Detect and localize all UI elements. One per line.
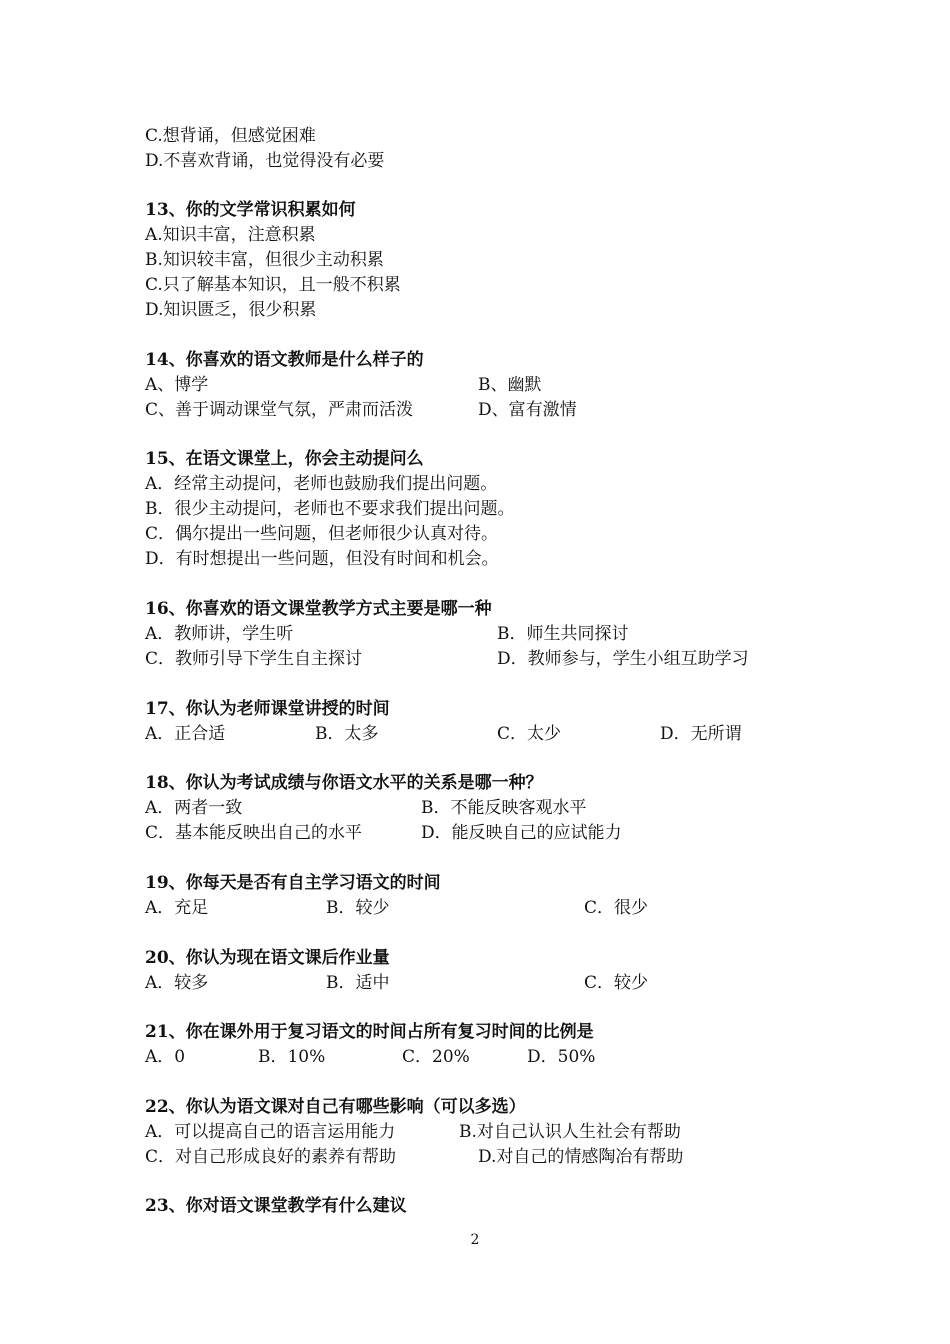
q15-option-c: C．偶尔提出一些问题，但老师很少认真对待。 xyxy=(145,524,499,544)
q23-title: 23、你对语文课堂教学有什么建议 xyxy=(145,1196,407,1216)
q19-option-a: A．充足 xyxy=(145,898,209,918)
q17-option-a: A．正合适 xyxy=(145,724,226,744)
q19-title: 19、你每天是否有自主学习语文的时间 xyxy=(145,873,441,893)
q12-option-c: C.想背诵，但感觉困难 xyxy=(145,126,316,146)
q17-title: 17、你认为老师课堂讲授的时间 xyxy=(145,699,390,719)
q15-title: 15、在语文课堂上，你会主动提问么 xyxy=(145,449,424,469)
q13-title: 13、你的文学常识积累如何 xyxy=(145,200,356,220)
q14-option-c: C、善于调动课堂气氛，严肃而活泼 xyxy=(145,400,414,420)
q16-option-a: A．教师讲，学生听 xyxy=(145,624,294,644)
q22-option-a: A．可以提高自己的语言运用能力 xyxy=(145,1122,396,1142)
q20-option-a: A．较多 xyxy=(145,973,209,993)
q21-option-a: A．0 xyxy=(145,1047,186,1067)
q18-option-d: D．能反映自己的应试能力 xyxy=(421,823,622,843)
q22-option-b: B.对自己认识人生社会有帮助 xyxy=(459,1122,681,1142)
q18-option-c: C．基本能反映出自己的水平 xyxy=(145,823,363,843)
q13-option-d: D.知识匮乏，很少积累 xyxy=(145,300,317,320)
q16-option-c: C．教师引导下学生自主探讨 xyxy=(145,649,363,669)
q21-option-b: B．10% xyxy=(258,1047,326,1067)
q19-option-c: C．很少 xyxy=(584,898,649,918)
q14-option-d: D、富有激情 xyxy=(478,400,577,420)
q20-option-b: B．适中 xyxy=(326,973,390,993)
q14-option-a: A、博学 xyxy=(145,375,209,395)
q16-option-b: B．师生共同探讨 xyxy=(497,624,629,644)
q18-title: 18、你认为考试成绩与你语文水平的关系是哪一种？ xyxy=(145,773,543,793)
q12-option-d: D.不喜欢背诵，也觉得没有必要 xyxy=(145,151,385,171)
q13-option-c: C.只了解基本知识，且一般不积累 xyxy=(145,275,401,295)
q22-title: 22、你认为语文课对自己有哪些影响（可以多选） xyxy=(145,1097,526,1117)
q18-option-b: B．不能反映客观水平 xyxy=(421,798,587,818)
q19-option-b: B．较少 xyxy=(326,898,390,918)
q16-title: 16、你喜欢的语文课堂教学方式主要是哪一种 xyxy=(145,599,492,619)
q22-option-d: D.对自己的情感陶冶有帮助 xyxy=(478,1147,684,1167)
q14-title: 14、你喜欢的语文教师是什么样子的 xyxy=(145,350,424,370)
q13-option-b: B.知识较丰富，但很少主动积累 xyxy=(145,250,384,270)
q17-option-c: C．太少 xyxy=(497,724,562,744)
q21-option-d: D．50% xyxy=(527,1047,596,1067)
q15-option-a: A．经常主动提问，老师也鼓励我们提出问题。 xyxy=(145,474,498,494)
q17-option-d: D．无所谓 xyxy=(660,724,742,744)
q18-option-a: A．两者一致 xyxy=(145,798,243,818)
q17-option-b: B．太多 xyxy=(315,724,379,744)
q22-option-c: C．对自己形成良好的素养有帮助 xyxy=(145,1147,397,1167)
q20-title: 20、你认为现在语文课后作业量 xyxy=(145,948,390,968)
q16-option-d: D．教师参与，学生小组互助学习 xyxy=(497,649,749,669)
q14-option-b: B、幽默 xyxy=(478,375,542,395)
q15-option-d: D．有时想提出一些问题，但没有时间和机会。 xyxy=(145,549,499,569)
q21-option-c: C．20% xyxy=(402,1047,470,1067)
q21-title: 21、你在课外用于复习语文的时间占所有复习时间的比例是 xyxy=(145,1022,594,1042)
q13-option-a: A.知识丰富，注意积累 xyxy=(145,225,316,245)
q15-option-b: B．很少主动提问，老师也不要求我们提出问题。 xyxy=(145,499,515,519)
page-number: 2 xyxy=(470,1232,480,1248)
q20-option-c: C．较少 xyxy=(584,973,649,993)
